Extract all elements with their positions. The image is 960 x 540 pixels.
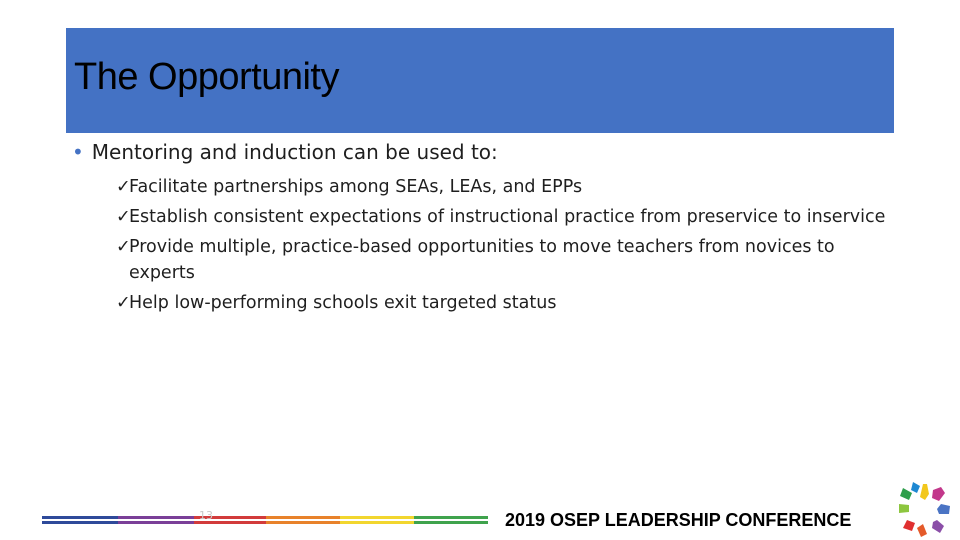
check-item-text: Help low-performing schools exit targeted status xyxy=(129,293,557,313)
check-item-text: Establish consistent expectations of instructional practice from preservice to inservice xyxy=(129,207,886,227)
checkmark-icon: ✓ xyxy=(116,237,131,257)
main-bullet xyxy=(72,138,902,166)
footer-stripe-2 xyxy=(118,516,194,524)
slide-content xyxy=(72,138,902,320)
checkmark-icon: ✓ xyxy=(116,207,131,227)
slide-title: The Opportunity xyxy=(74,56,339,98)
footer-stripe-1 xyxy=(42,516,118,524)
conference-name: 2019 OSEP LEADERSHIP CONFERENCE xyxy=(505,510,852,530)
hands-logo-icon xyxy=(893,480,953,538)
checkmark-icon: ✓ xyxy=(116,177,131,197)
footer-stripe-5 xyxy=(340,516,414,524)
bullet-dot-icon: • xyxy=(72,140,84,164)
footer-stripe-6 xyxy=(414,516,488,524)
page-number: 13 xyxy=(199,509,213,522)
main-bullet-text: Mentoring and induction can be used to: xyxy=(91,140,498,164)
check-item xyxy=(116,174,902,200)
check-item xyxy=(116,234,902,286)
check-item-text: Facilitate partnerships among SEAs, LEAs, and EPPs xyxy=(129,177,583,197)
check-item xyxy=(116,290,902,316)
check-list xyxy=(116,174,902,316)
check-item-text: Provide multiple, practice-based opportunities to move teachers from novices to experts xyxy=(129,237,835,283)
title-bar xyxy=(66,28,894,133)
check-item xyxy=(116,204,902,230)
checkmark-icon: ✓ xyxy=(116,293,131,313)
footer-stripe-4 xyxy=(266,516,340,524)
